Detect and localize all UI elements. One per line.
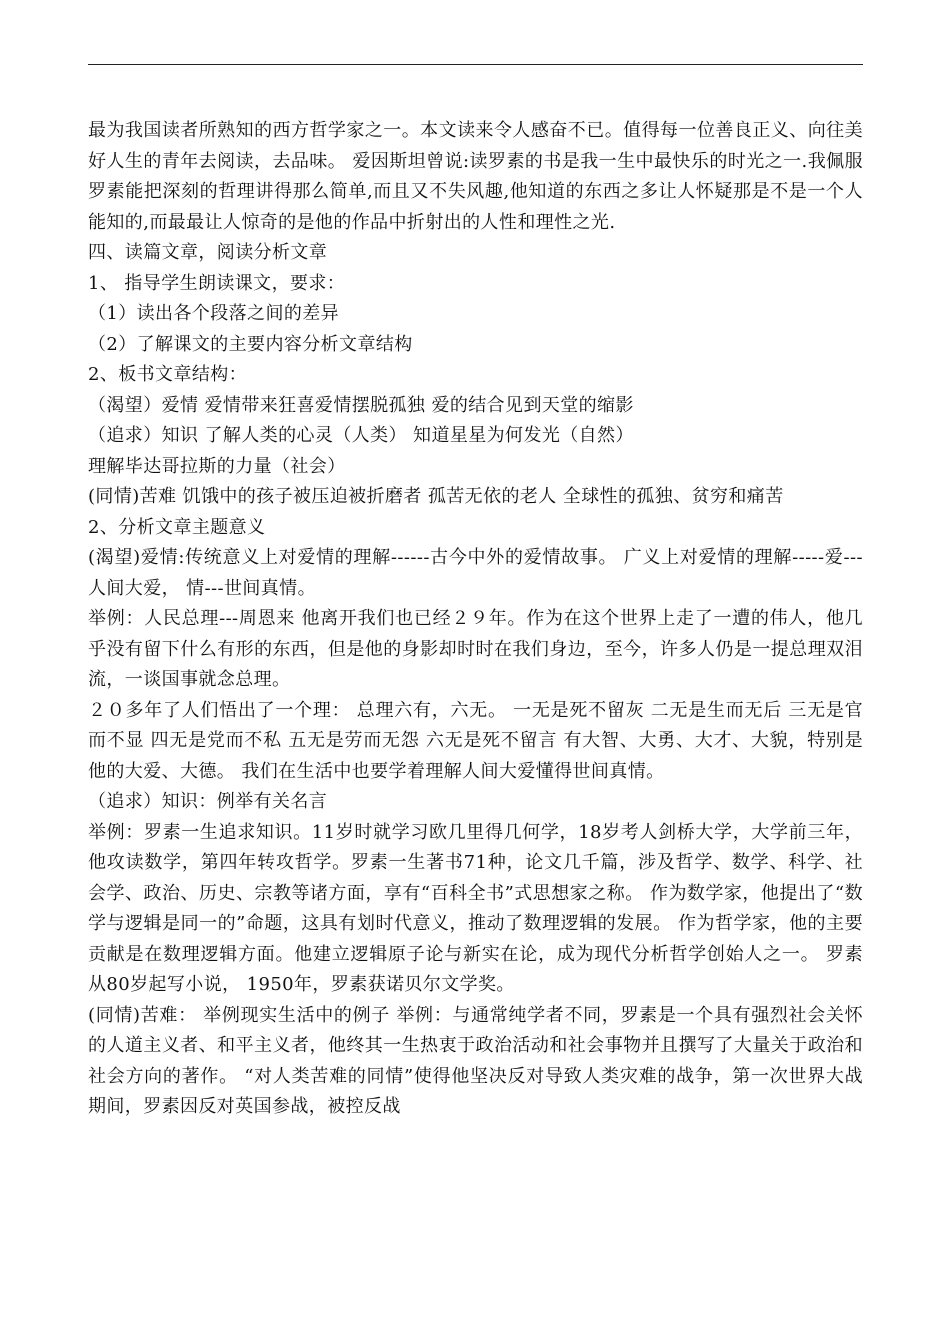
structure-line-knowledge: （追求）知识 了解人类的心灵（人类） 知道星星为何发光（自然） bbox=[88, 425, 634, 446]
paragraph-love-meaning: (渴望)爱情:传统意义上对爱情的理解------古今中外的爱情故事。 广义上对爱情的理解-----爱---人间大爱， 情---世间真情。 bbox=[88, 547, 863, 599]
section-heading-read-analyze: 四、读篇文章，阅读分析文章 bbox=[88, 242, 328, 263]
paragraph-intro: 最为我国读者所熟知的西方哲学家之一。本文读来令人感奋不已。值得每一位善良正义、向往美好人生的青年去阅读，去品味。 爱因斯坦曾说:读罗素的书是我一生中最快乐的时光之一.我佩服罗素能把深刻的哲理讲得那么简单,而且又不失风趣,他知道的东西之多让人怀疑那是不是一个人能知的,而最最让人惊奇的是他的作品中折射出的人性和理性之光. bbox=[88, 120, 863, 233]
list-item-guide-reading: 1、 指导学生朗读课文，要求： bbox=[88, 272, 346, 294]
structure-line-pythagoras: 理解毕达哥拉斯的力量（社会） bbox=[88, 455, 346, 477]
list-item-differences: （1）读出各个段落之间的差异 bbox=[88, 303, 340, 324]
header-rule bbox=[88, 64, 863, 65]
section-heading-structure: 2、板书文章结构： bbox=[88, 364, 248, 385]
paragraph-russell-compassion: (同情)苦难： 举例现实生活中的例子 举例：与通常纯学者不同，罗素是一个具有强烈社会关怀的人道主义者、和平主义者，他终其一生热衷于政治活动和社会事物并且撰写了大量关于政治和社会方向的著作。 “对人类苦难的同情”使得他坚决反对导致人类灾难的战争，第一次世界大战期间，罗素因反对英国参战，被控反战 bbox=[88, 1004, 863, 1117]
document-body bbox=[88, 116, 863, 1123]
paragraph-russell-knowledge: 举例：罗素一生追求知识。11岁时就学习欧几里得几何学，18岁考人剑桥大学，大学前三年，他攻读数学，第四年转攻哲学。罗素一生著书71种，论文几千篇，涉及哲学、数学、科学、社会学、政治、历史、宗教等诸方面，享有“百科全书”式思想家之称。 作为数学家，他提出了“数学与逻辑是同一的”命题，这具有划时代意义，推动了数理逻辑的发展。 作为哲学家，他的主要贡献是在数理逻辑方面。他建立逻辑原子论与新实在论，成为现代分析哲学创始人之一。 罗素从80岁起写小说， 1950年，罗素获诺贝尔文学奖。 bbox=[88, 821, 863, 995]
section-heading-theme: 2、分析文章主题意义 bbox=[88, 516, 266, 538]
paragraph-knowledge-quotes: （追求）知识：例举有关名言 bbox=[88, 791, 328, 812]
structure-line-love: （渴望）爱情 爱情带来狂喜爱情摆脱孤独 爱的结合见到天堂的缩影 bbox=[88, 394, 634, 416]
paragraph-six-haves: ２０多年了人们悟出了一个理： 总理六有，六无。 一无是死不留灰 二无是生而无后 三无是官而不显 四无是党而不私 五无是劳而无怨 六无是死不留言 有大智、大勇、大才、大貌，特别是他的大爱、大德。 我们在生活中也要学着理解人间大爱懂得世间真情。 bbox=[88, 699, 863, 782]
structure-line-suffering: (同情)苦难 饥饿中的孩子被压迫被折磨者 孤苦无依的老人 全球性的孤独、贫穷和痛苦 bbox=[88, 486, 784, 507]
paragraph-zhou-enlai: 举例：人民总理---周恩来 他离开我们也已经２９年。作为在这个世界上走了一遭的伟人，他几乎没有留下什么有形的东西，但是他的身影却时时在我们身边，至今，许多人仍是一提总理双泪流，一谈国事就念总理。 bbox=[88, 608, 863, 690]
list-item-main-content: （2）了解课文的主要内容分析文章结构 bbox=[88, 333, 413, 355]
